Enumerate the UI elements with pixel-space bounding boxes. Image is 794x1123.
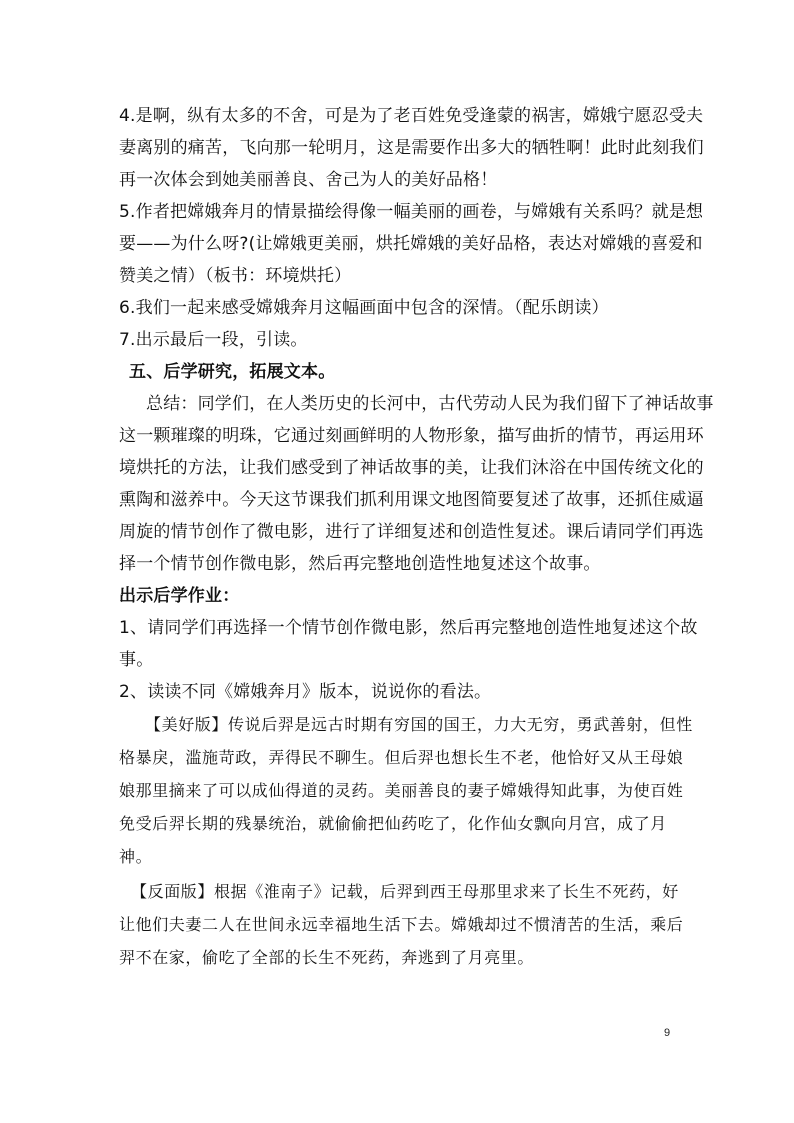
homework-heading: 出示后学作业： [119,586,240,606]
homework-item-line: 1、请同学们再选择一个情节创作微电影，然后再完整地创造性地复述这个故 [119,618,698,638]
summary-line: 境烘托的方法，让我们感受到了神话故事的美，让我们沐浴在中国传统文化的 [119,458,704,478]
summary-line: 这一颗璀璨的明珠，它通过刻画鲜明的人物形象，描写曲折的情节，再运用环 [119,426,704,446]
paragraph-line: 要——为什么呀?(让嫦娥更美丽，烘托嫦娥的美好品格，表达对嫦娥的喜爱和 [119,234,703,254]
paragraph-line: 赞美之情）（板书：环境烘托） [119,266,352,286]
summary-line: 择一个情节创作微电影，然后再完整地创造性地复述这个故事。 [119,554,601,574]
homework-item-line: 2、读读不同《嫦娥奔月》版本，说说你的看法。 [119,682,492,702]
version-text-line: 【美好版】传说后羿是远古时期有穷国的国王，力大无穷，勇武善射，但性 [145,715,693,734]
paragraph-line: 4.是啊，纵有太多的不舍，可是为了老百姓免受逢蒙的祸害，嫦娥宁愿忍受夫 [119,106,704,126]
paragraph-line: 再一次体会到她美丽善良、舍己为人的美好品格！ [119,170,498,190]
summary-line: 总结：同学们，在人类历史的长河中，古代劳动人民为我们留下了神话故事 [146,394,714,414]
version-text-line: 娘那里摘来了可以成仙得道的灵药。美丽善良的妻子嫦娥得知此事，为使百姓 [119,781,684,800]
summary-line: 周旋的情节创作了微电影，进行了详细复述和创造性复述。课后请同学们再选 [119,522,704,542]
version-text-line: 神。 [119,847,153,866]
paragraph-line: 妻离别的痛苦，飞向那一轮明月，这是需要作出多大的牺牲啊！此时此刻我们 [119,138,704,158]
version-text-line: 【反面版】根据《淮南子》记载，后羿到西王母那里求来了长生不死药，好 [131,882,679,901]
version-text-line: 格暴戾，滥施苛政，弄得民不聊生。但后羿也想长生不老，他恰好又从王母娘 [119,748,684,767]
section-heading: 五、后学研究，拓展文本。 [129,362,336,382]
paragraph-line: 7.出示最后一段，引读。 [119,330,308,350]
page-number: 9 [664,1027,671,1039]
summary-line: 熏陶和滋养中。今天这节课我们抓利用课文地图简要复述了故事，还抓住威逼 [119,490,704,510]
version-text-line: 羿不在家，偷吃了全部的长生不死药，奔逃到了月亮里。 [119,948,535,967]
paragraph-line: 5.作者把嫦娥奔月的情景描绘得像一幅美丽的画卷，与嫦娥有关系吗？就是想 [119,202,704,222]
version-text-line: 让他们夫妻二人在世间永远幸福地生活下去。嫦娥却过不惯清苦的生活，乘后 [119,915,684,934]
homework-item-line: 事。 [119,650,154,670]
version-text-line: 免受后羿长期的残暴统治，就偷偷把仙药吃了，化作仙女飘向月宫，成了月 [119,814,667,833]
paragraph-line: 6.我们一起来感受嫦娥奔月这幅画面中包含的深情。（配乐朗读） [119,298,609,318]
